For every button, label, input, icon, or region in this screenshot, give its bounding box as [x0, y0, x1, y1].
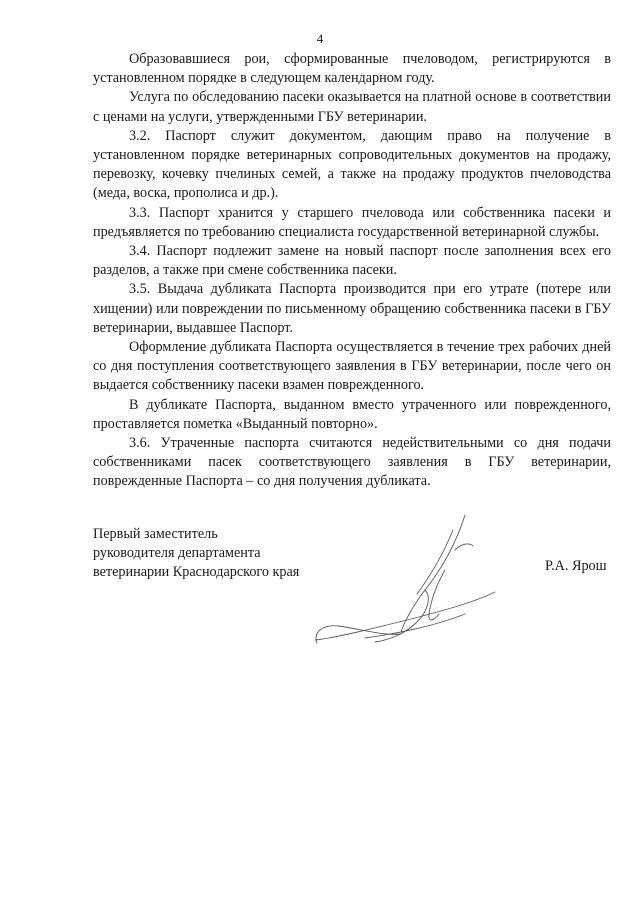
signatory-title: [93, 525, 299, 583]
document-body: [93, 50, 611, 492]
page-number: 4: [316, 31, 324, 46]
paragraph: 3.6. Утраченные паспорта считаются недействительными со дня подачи собственниками пасек соответствующего заявления в ГБУ ветеринарии, поврежденные Паспорта – со дня получения дубликата.: [93, 435, 611, 490]
paragraph: Услуга по обследованию пасеки оказывается на платной основе в соответствии с ценами на услуги, утвержденными ГБУ ветеринарии.: [93, 89, 611, 125]
paragraph: 3.4. Паспорт подлежит замене на новый паспорт после заполнения всех его разделов, а также при смене собственника пасеки.: [93, 243, 611, 279]
paragraph: 3.2. Паспорт служит документом, дающим право на получение в установленном порядке ветеринарных сопроводительных документов на продажу, перевозку, кочевку пчелиных семей, а также на продажу продуктов пчеловодства (меда, воска, прополиса и др.).: [93, 127, 611, 202]
signatory-title-line: ветеринарии Краснодарского края: [93, 564, 300, 581]
signatory-name: Р.А. Ярош: [545, 558, 607, 574]
paragraph: Образовавшиеся рои, сформированные пчеловодом, регистрируются в установленном порядке в следующем календарном году.: [93, 51, 611, 87]
paragraph: 3.3. Паспорт хранится у старшего пчеловода или собственника пасеки и предъявляется по требованию специалиста государственной ветеринарной службы.: [93, 204, 611, 240]
handwritten-signature: [305, 510, 505, 670]
signatory-title-line: руководителя департамента: [93, 545, 261, 562]
paragraph: Оформление дубликата Паспорта осуществляется в течение трех рабочих дней со дня поступления соответствующего заявления в ГБУ ветеринарии, после чего он выдается собственнику пасеки взамен поврежденного.: [93, 339, 611, 394]
paragraph: В дубликате Паспорта, выданном вместо утраченного или поврежденного, проставляется пометка «Выданный повторно».: [93, 396, 611, 432]
paragraph: 3.5. Выдача дубликата Паспорта производится при его утрате (потере или хищении) или повреждении по письменному обращению собственника пасеки в ГБУ ветеринарии, выдавшее Паспорт.: [93, 281, 611, 336]
signatory-title-line: Первый заместитель: [93, 526, 218, 542]
